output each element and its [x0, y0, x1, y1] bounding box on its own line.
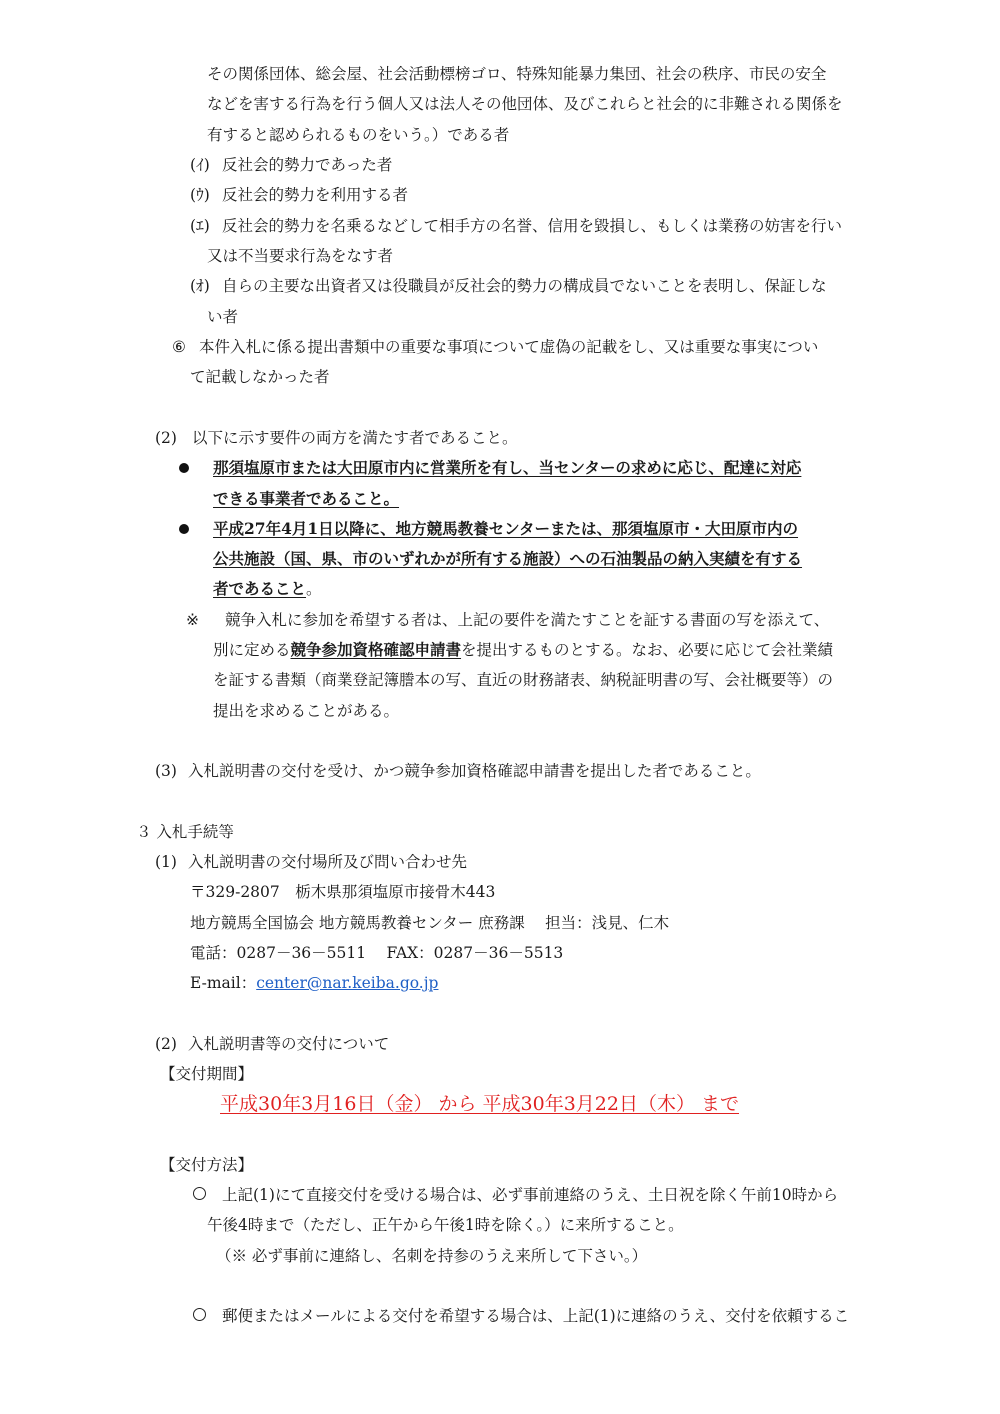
note-line2-form-name: 競争参加資格確認申請書: [290, 640, 462, 659]
bullet-icon: [179, 463, 189, 473]
req2-label: (2): [155, 429, 177, 447]
period-heading: 【交付期間】: [160, 1065, 254, 1083]
note-line1: 競争入札に参加を希望する者は、上記の要件を満たすことを証する書面の写を添えて、: [225, 611, 830, 629]
item-label-i: (ｲ): [190, 156, 210, 174]
item-text-o-cont: い者: [207, 308, 239, 326]
method1-line1: 上記(1)にて直接交付を受ける場合は、必ず事前連絡のうえ、土日祝を除く午前10時から: [222, 1186, 839, 1204]
note-line4: 提出を求めることがある。: [213, 702, 400, 720]
email-line: [190, 968, 438, 998]
organization: 地方競馬全国協会 地方競馬教養センター 庶務課 担当：浅見、仁木: [190, 914, 670, 932]
note-line2-pre: 別に定める: [213, 641, 291, 659]
sub1-label: (1): [155, 853, 177, 871]
item-label-6: ⑥: [172, 338, 186, 356]
email-label: E-mail：: [190, 974, 257, 992]
req3-label: (3): [155, 762, 177, 780]
req2-text: 以下に示す要件の両方を満たす者であること。: [192, 429, 518, 447]
item-text-o: 自らの主要な出資者又は役職員が反社会的勢力の構成員でないことを表明し、保証しな: [222, 277, 827, 295]
paragraph-line: 有すると認められるものをいう。）である者: [207, 126, 510, 144]
paragraph-line: その関係団体、総会屋、社会活動標榜ゴロ、特殊知能暴力集団、社会の秩序、市民の安全: [207, 65, 827, 83]
req2-bullet2-line3-tail: 。: [306, 580, 322, 598]
item-text-e: 反社会的勢力を名乗るなどして相手方の名誉、信用を毀損し、もしくは業務の妨害を行い: [222, 217, 843, 235]
item-text-e-cont: 又は不当要求行為をなす者: [207, 247, 394, 265]
item-text-6-cont: て記載しなかった者: [190, 368, 330, 386]
phone-fax: 電話：0287－36－5511 FAX：0287－36－5513: [190, 944, 564, 962]
item-label-u: (ｳ): [190, 186, 210, 204]
item-text-u: 反社会的勢力を利用する者: [222, 186, 409, 204]
req2-bullet2-line3: [213, 574, 322, 604]
item-label-e: (ｴ): [190, 217, 210, 235]
sub2-title: 入札説明書等の交付について: [188, 1035, 390, 1053]
note-line2-post: を提出するものとする。なお、必要に応じて会社業績: [461, 641, 834, 659]
sub2-label: (2): [155, 1035, 177, 1053]
note-line2: [213, 635, 833, 665]
method1-line2: 午後4時まで（ただし、正午から午後1時を除く。）に来所すること。: [207, 1216, 684, 1234]
paragraph-line: などを害する行為を行う個人又は法人その他団体、及びこれらと社会的に非難される関係を: [207, 95, 843, 113]
postal-address: 〒329-2807 栃木県那須塩原市接骨木443: [190, 883, 496, 901]
method-heading: 【交付方法】: [160, 1156, 254, 1174]
req2-bullet2-line2: 公共施設（国、県、市のいずれかが所有する施設）への石油製品の納入実績を有する: [213, 549, 803, 568]
section-heading: ３ 入札手続等: [136, 823, 234, 841]
note-mark: ※: [186, 611, 199, 629]
req2-bullet1-line2: できる事業者であること。: [213, 489, 400, 508]
method2-line1: 郵便またはメールによる交付を希望する場合は、上記(1)に連絡のうえ、交付を依頼するこ: [222, 1307, 850, 1325]
req2-bullet2-line3-text: 者であること: [213, 579, 307, 598]
req2-bullet2-line1: 平成27年4月1日以降に、地方競馬教養センターまたは、那須塩原市・大田原市内の: [213, 519, 799, 538]
item-text-6: 本件入札に係る提出書類中の重要な事項について虚偽の記載をし、又は重要な事実につい: [199, 338, 819, 356]
issue-period: 平成30年3月16日（金） から 平成30年3月22日（木） まで: [220, 1093, 740, 1115]
circle-bullet-icon: [193, 1187, 206, 1200]
req2-bullet1-line1: 那須塩原市または大田原市内に営業所を有し、当センターの求めに応じ、配達に対応: [213, 458, 802, 477]
note-line3: を証する書類（商業登記簿謄本の写、直近の財務諸表、納税証明書の写、会社概要等）の: [213, 671, 834, 689]
req3-text: 入札説明書の交付を受け、かつ競争参加資格確認申請書を提出した者であること。: [188, 762, 761, 780]
circle-bullet-icon: [193, 1308, 206, 1321]
email-link[interactable]: center@nar.keiba.go.jp: [256, 974, 439, 992]
sub1-title: 入札説明書の交付場所及び問い合わせ先: [188, 853, 468, 871]
bullet-icon: [179, 524, 189, 534]
item-label-o: (ｵ): [190, 277, 210, 295]
item-text-i: 反社会的勢力であった者: [222, 156, 393, 174]
method1-line3: （※ 必ず事前に連絡し、名刺を持参のうえ来所して下さい。）: [216, 1247, 648, 1265]
